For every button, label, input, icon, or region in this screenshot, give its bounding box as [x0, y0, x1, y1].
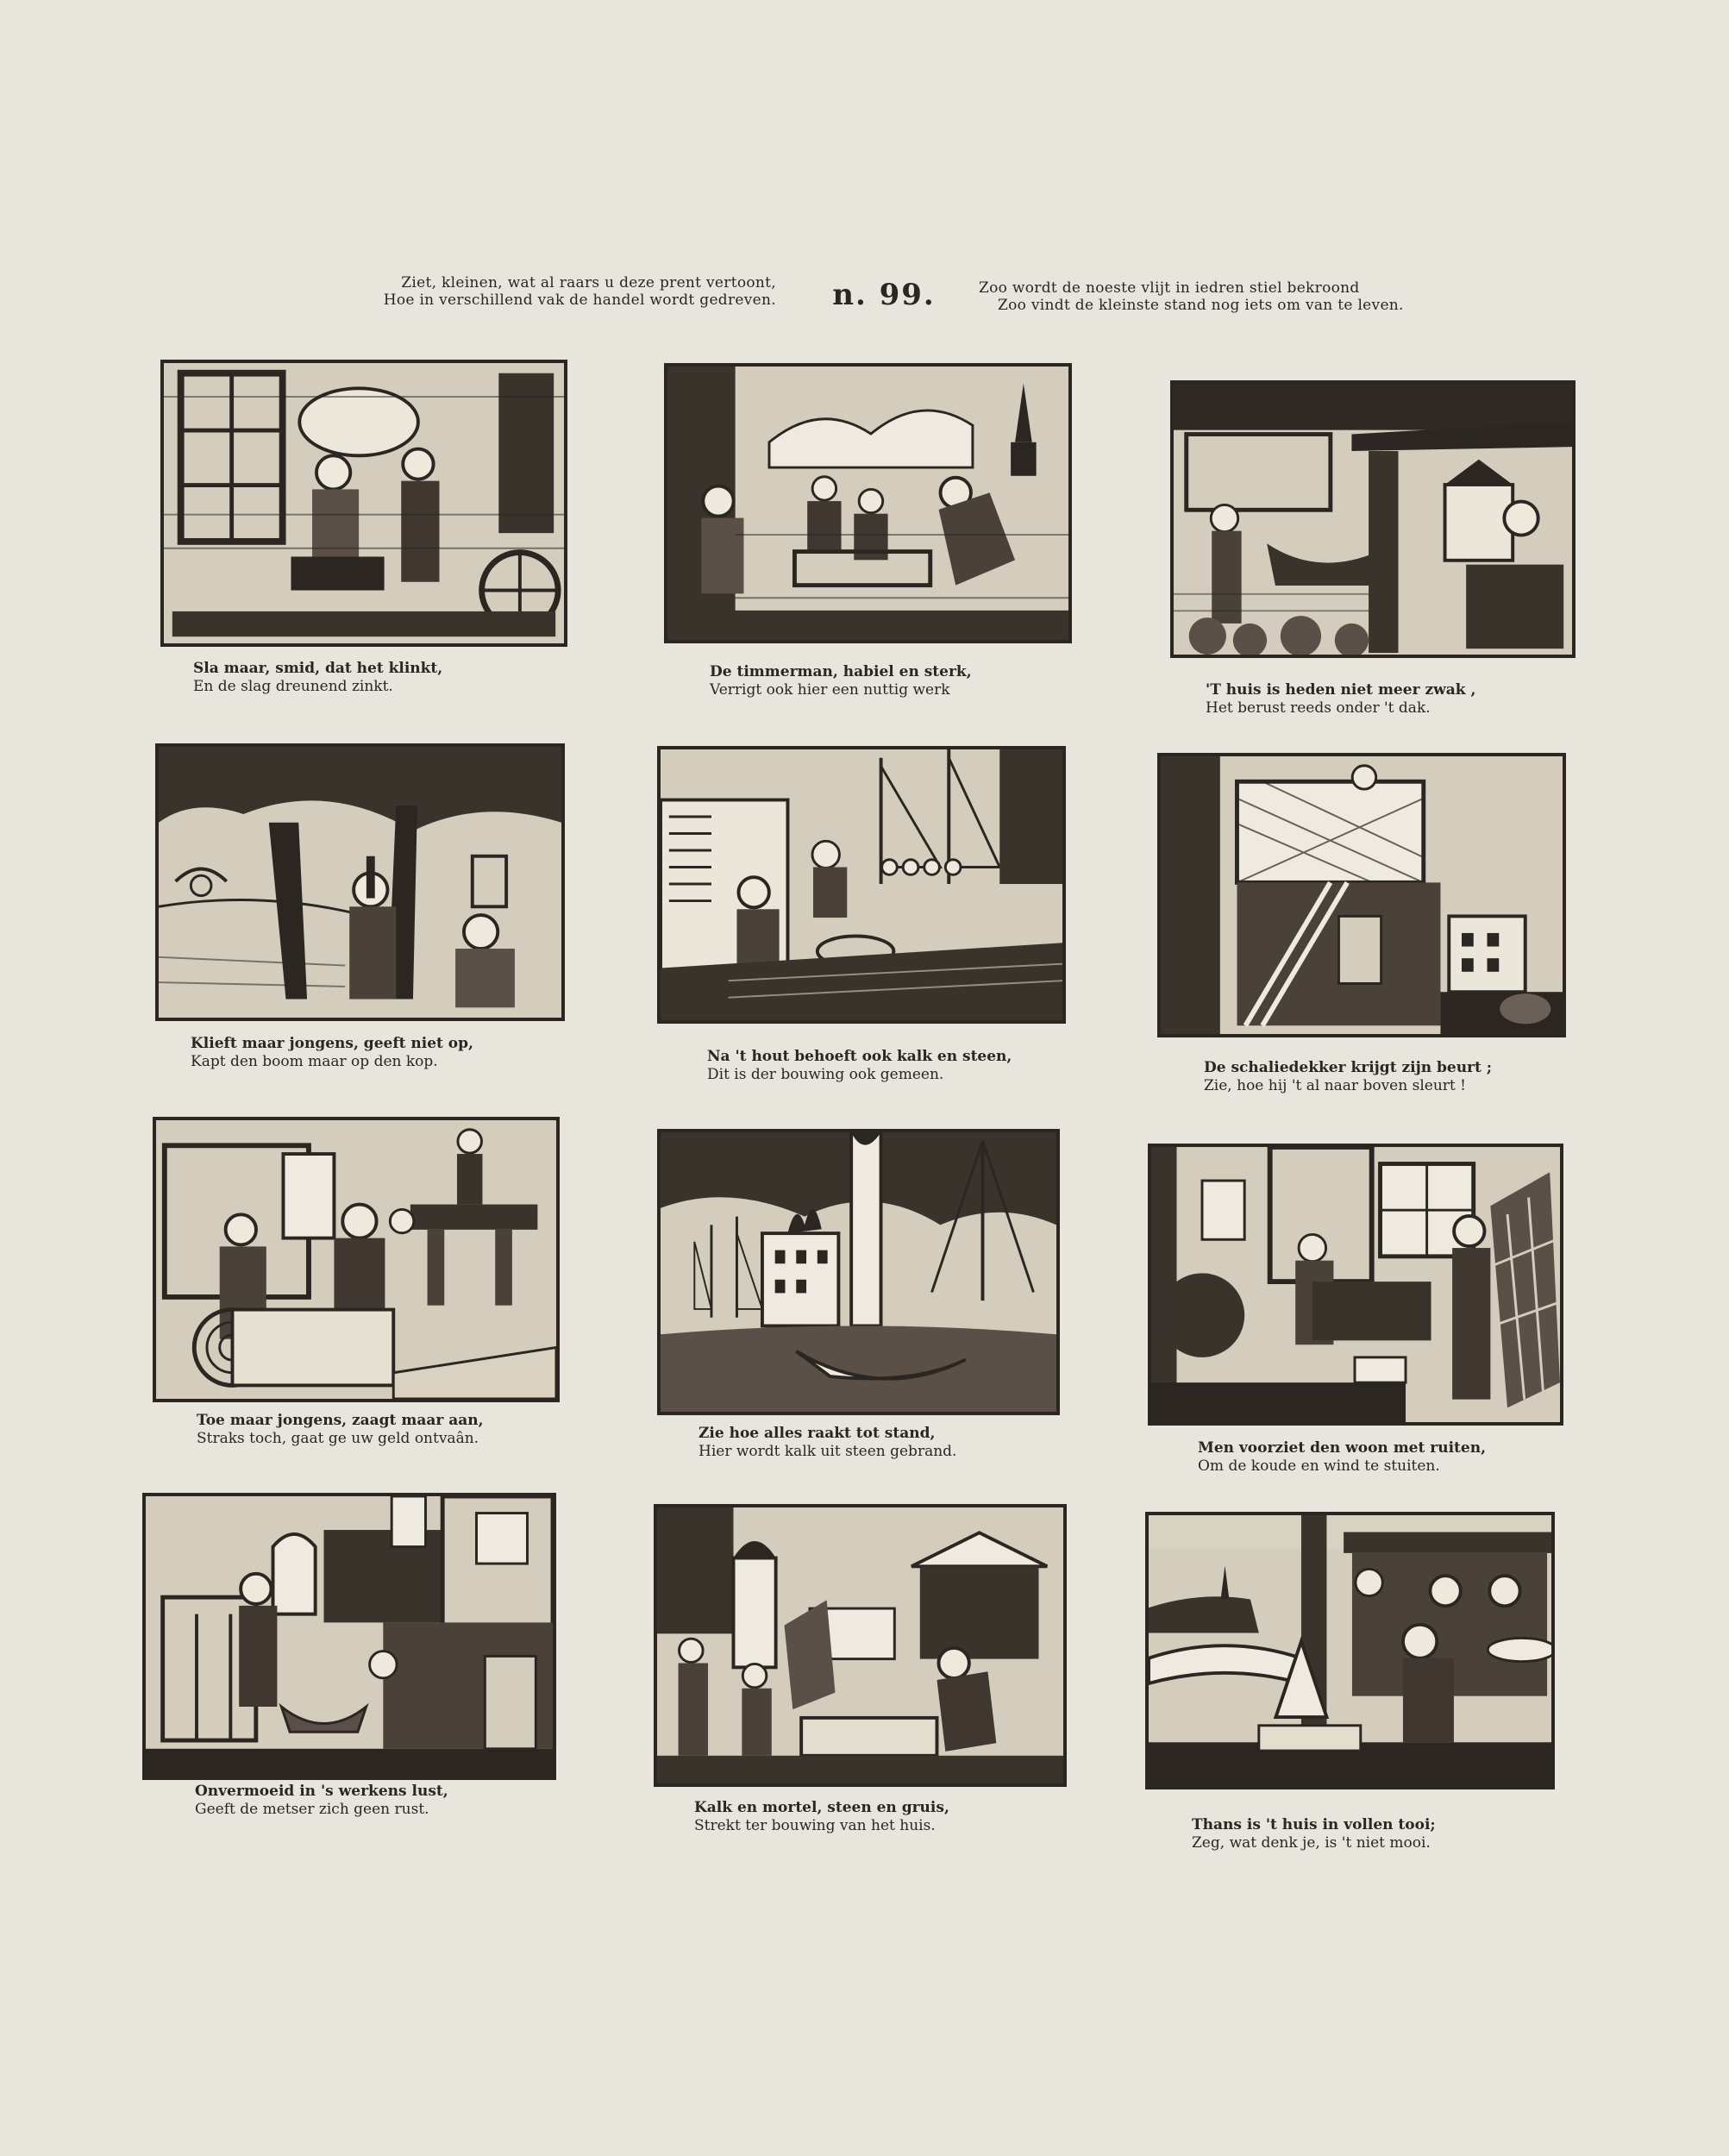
caption-glazier — [1198, 1439, 1486, 1476]
caption-slater — [1204, 1059, 1492, 1095]
caption-line-1: Toe maar jongens, zaagt maar aan, — [197, 1412, 484, 1429]
header-left-line-2: Hoe in verschillend vak de handel wordt gedreven. — [383, 291, 776, 309]
woodcut-woodcutters — [155, 743, 565, 1021]
caption-line-2: Dit is der bouwing ook gemeen. — [707, 1066, 944, 1083]
woodcut-carpenter — [664, 363, 1072, 643]
caption-line-2: Strekt ter bouwing van het huis. — [694, 1817, 936, 1834]
header-right-line-1: Zoo wordt de noeste vlijt in iedren stiel bekroond — [979, 279, 1360, 297]
woodcut-finished-house — [1145, 1512, 1555, 1789]
woodcut-mason-image — [146, 1496, 553, 1777]
caption-quay — [707, 1048, 1012, 1084]
woodcut-building-materials — [654, 1504, 1067, 1787]
caption-line-2: Hier wordt kalk uit steen gebrand. — [698, 1443, 957, 1460]
caption-line-2: Het berust reeds onder 't dak. — [1206, 699, 1431, 717]
caption-line-1: Kalk en mortel, steen en gruis, — [694, 1799, 949, 1816]
woodcut-limekiln — [657, 1129, 1060, 1415]
woodcut-sawyers — [153, 1117, 560, 1402]
caption-line-1: Sla maar, smid, dat het klinkt, — [193, 660, 443, 677]
caption-line-1: De timmerman, habiel en sterk, — [710, 663, 972, 680]
woodcut-smith-image — [164, 363, 564, 643]
caption-line-1: Na 't hout behoeft ook kalk en steen, — [707, 1048, 1012, 1065]
caption-building-materials — [694, 1799, 949, 1835]
woodcut-glazier-image — [1151, 1147, 1560, 1422]
caption-line-2: Straks toch, gaat ge uw geld ontvaân. — [197, 1430, 479, 1447]
caption-line-2: En de slag dreunend zinkt. — [193, 678, 393, 695]
woodcut-roof — [1170, 380, 1576, 658]
caption-carpenter — [710, 663, 972, 699]
woodcut-slater-image — [1161, 756, 1563, 1034]
woodcut-slater — [1157, 753, 1566, 1037]
caption-smith — [193, 660, 442, 696]
caption-line-2: Zeg, wat denk je, is 't niet mooi. — [1192, 1834, 1431, 1852]
header-left-line-1: Ziet, kleinen, wat al raars u deze prent vertoont, — [401, 274, 776, 291]
caption-line-2: Verrigt ook hier een nuttig werk — [710, 681, 950, 699]
woodcut-quay-image — [661, 749, 1062, 1020]
print-number: n. 99. — [832, 278, 936, 312]
woodcut-smith — [160, 360, 567, 647]
print-header — [0, 274, 1729, 326]
caption-woodcutters — [191, 1035, 473, 1071]
caption-line-1: Klieft maar jongens, geeft niet op, — [191, 1035, 473, 1052]
woodcut-sawyers-image — [156, 1120, 556, 1399]
woodcut-glazier — [1148, 1144, 1563, 1426]
caption-line-1: Zie hoe alles raakt tot stand, — [698, 1425, 936, 1442]
caption-line-2: Kapt den boom maar op den kop. — [191, 1053, 438, 1070]
woodcut-carpenter-image — [667, 367, 1068, 640]
caption-line-1: 'T huis is heden niet meer zwak , — [1206, 681, 1476, 699]
caption-mason — [195, 1783, 448, 1819]
caption-line-2: Geeft de metser zich geen rust. — [195, 1801, 429, 1818]
caption-line-1: Thans is 't huis in vollen tooi; — [1192, 1816, 1436, 1833]
caption-sawyers — [197, 1412, 484, 1448]
woodcut-building-materials-image — [657, 1507, 1063, 1783]
caption-limekiln — [698, 1425, 956, 1461]
caption-finished-house — [1192, 1816, 1436, 1852]
woodcut-roof-image — [1174, 384, 1572, 655]
woodcut-quay — [657, 746, 1066, 1024]
woodcut-finished-house-image — [1149, 1515, 1551, 1786]
woodcut-limekiln-image — [661, 1132, 1056, 1412]
caption-line-1: Men voorziet den woon met ruiten, — [1198, 1439, 1486, 1457]
caption-line-1: Onvermoeid in 's werkens lust, — [195, 1783, 448, 1800]
header-right-line-2: Zoo vindt de kleinste stand nog iets om van te leven. — [998, 297, 1404, 314]
caption-line-2: Zie, hoe hij 't al naar boven sleurt ! — [1204, 1077, 1466, 1094]
header-verse-left — [345, 274, 776, 309]
header-verse-right — [979, 279, 1427, 314]
woodcut-woodcutters-image — [159, 747, 561, 1018]
woodcut-mason — [142, 1493, 556, 1780]
caption-roof — [1206, 681, 1475, 718]
caption-line-1: De schaliedekker krijgt zijn beurt ; — [1204, 1059, 1493, 1076]
caption-line-2: Om de koude en wind te stuiten. — [1198, 1457, 1440, 1475]
